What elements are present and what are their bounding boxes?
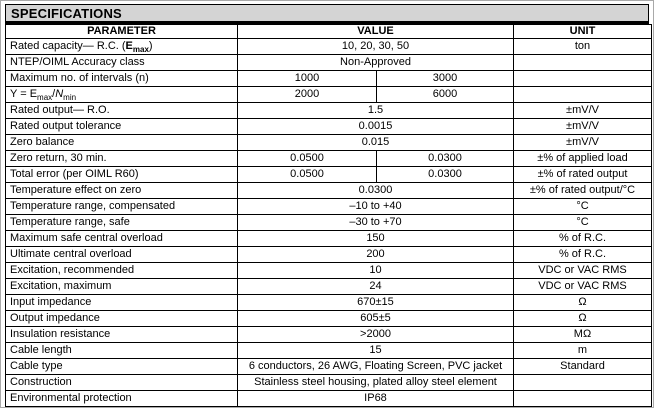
value-cell: 0.0015 xyxy=(238,119,514,135)
value-cell: 605±5 xyxy=(238,311,514,327)
table-row xyxy=(6,215,652,231)
value-cell: 0.015 xyxy=(238,135,514,151)
value-cell: 670±15 xyxy=(238,295,514,311)
table-row xyxy=(6,311,652,327)
param-cell: Rated output tolerance xyxy=(6,119,238,135)
param-label-part: ) xyxy=(148,40,153,52)
header-value: VALUE xyxy=(238,25,514,39)
unit-cell: % of R.C. xyxy=(514,231,652,247)
table-row xyxy=(6,119,652,135)
unit-cell: m xyxy=(514,343,652,359)
table-row xyxy=(6,135,652,151)
param-cell: Maximum no. of intervals (n) xyxy=(6,71,238,87)
value-cell-left: 0.0500 xyxy=(238,167,377,183)
table-row xyxy=(6,343,652,359)
param-cell: Maximum safe central overload xyxy=(6,231,238,247)
param-cell: Environmental protection xyxy=(6,391,238,407)
subscript: min xyxy=(63,93,77,103)
table-row xyxy=(6,279,652,295)
param-cell: Rated output— R.O. xyxy=(6,103,238,119)
table-row xyxy=(6,295,652,311)
table-row xyxy=(6,231,652,247)
unit-cell: Ω xyxy=(514,295,652,311)
table-row xyxy=(6,247,652,263)
param-label-part: Rated capacity— R.C. ( xyxy=(10,40,126,52)
table-row xyxy=(6,391,652,407)
value-cell: 15 xyxy=(238,343,514,359)
value-cell: –10 to +40 xyxy=(238,199,514,215)
table-row xyxy=(6,263,652,279)
unit-cell: ±% of rated output xyxy=(514,167,652,183)
unit-cell: ±mV/V xyxy=(514,103,652,119)
unit-cell xyxy=(514,87,652,103)
unit-cell: °C xyxy=(514,215,652,231)
specifications-table xyxy=(5,24,652,407)
table-row xyxy=(6,39,652,55)
header-row xyxy=(6,25,652,39)
table-row xyxy=(6,359,652,375)
param-cell: Total error (per OIML R60) xyxy=(6,167,238,183)
param-cell: Input impedance xyxy=(6,295,238,311)
unit-cell: VDC or VAC RMS xyxy=(514,263,652,279)
table-row xyxy=(6,103,652,119)
subscript: max xyxy=(37,93,53,103)
param-cell: Insulation resistance xyxy=(6,327,238,343)
table-title: SPECIFICATIONS xyxy=(5,4,649,24)
unit-cell: ±mV/V xyxy=(514,135,652,151)
unit-cell: ±% of applied load xyxy=(514,151,652,167)
unit-cell: ±% of rated output/°C xyxy=(514,183,652,199)
param-cell: NTEP/OIML Accuracy class xyxy=(6,55,238,71)
unit-cell xyxy=(514,375,652,391)
value-cell: 1.5 xyxy=(238,103,514,119)
value-cell: –30 to +70 xyxy=(238,215,514,231)
value-cell-right: 6000 xyxy=(377,87,514,103)
param-cell: Zero balance xyxy=(6,135,238,151)
value-cell: 200 xyxy=(238,247,514,263)
value-cell-left: 1000 xyxy=(238,71,377,87)
param-cell xyxy=(6,87,238,103)
table-row xyxy=(6,183,652,199)
value-cell: 150 xyxy=(238,231,514,247)
param-cell: Output impedance xyxy=(6,311,238,327)
subscript: max xyxy=(132,45,149,55)
unit-cell: ±mV/V xyxy=(514,119,652,135)
value-cell: 6 conductors, 26 AWG, Floating Screen, PVC jacket xyxy=(238,359,514,375)
param-cell: Temperature range, safe xyxy=(6,215,238,231)
param-cell: Temperature effect on zero xyxy=(6,183,238,199)
table-row xyxy=(6,151,652,167)
value-cell-right: 0.0300 xyxy=(377,167,514,183)
param-cell: Temperature range, compensated xyxy=(6,199,238,215)
param-symbol: E xyxy=(29,88,38,100)
unit-cell xyxy=(514,55,652,71)
unit-cell: Standard xyxy=(514,359,652,375)
unit-cell xyxy=(514,71,652,87)
header-parameter: PARAMETER xyxy=(6,25,238,39)
table-row xyxy=(6,55,652,71)
value-cell-right: 0.0300 xyxy=(377,151,514,167)
table-row xyxy=(6,71,652,87)
param-cell: Excitation, recommended xyxy=(6,263,238,279)
param-cell: Zero return, 30 min. xyxy=(6,151,238,167)
value-cell: Non-Approved xyxy=(238,55,514,71)
param-cell: Excitation, maximum xyxy=(6,279,238,295)
table-row xyxy=(6,167,652,183)
unit-cell: °C xyxy=(514,199,652,215)
table-row xyxy=(6,375,652,391)
param-label-part: Y = xyxy=(10,88,30,100)
value-cell-left: 2000 xyxy=(238,87,377,103)
value-cell: 10, 20, 30, 50 xyxy=(238,39,514,55)
param-symbol: N xyxy=(55,88,64,100)
value-cell-right: 3000 xyxy=(377,71,514,87)
header-unit: UNIT xyxy=(514,25,652,39)
value-cell: Stainless steel housing, plated alloy steel element xyxy=(238,375,514,391)
value-cell: 0.0300 xyxy=(238,183,514,199)
table-row xyxy=(6,327,652,343)
value-cell-left: 0.0500 xyxy=(238,151,377,167)
param-label-part: / xyxy=(52,88,56,100)
unit-cell: ton xyxy=(514,39,652,55)
param-cell xyxy=(6,39,238,55)
unit-cell: Ω xyxy=(514,311,652,327)
value-cell: IP68 xyxy=(238,391,514,407)
value-cell: 10 xyxy=(238,263,514,279)
unit-cell: % of R.C. xyxy=(514,247,652,263)
param-cell: Cable type xyxy=(6,359,238,375)
table-row xyxy=(6,87,652,103)
unit-cell xyxy=(514,391,652,407)
param-cell: Cable length xyxy=(6,343,238,359)
unit-cell: VDC or VAC RMS xyxy=(514,279,652,295)
value-cell: >2000 xyxy=(238,327,514,343)
param-cell: Construction xyxy=(6,375,238,391)
value-cell: 24 xyxy=(238,279,514,295)
unit-cell: MΩ xyxy=(514,327,652,343)
table-row xyxy=(6,199,652,215)
param-cell: Ultimate central overload xyxy=(6,247,238,263)
param-symbol: E xyxy=(125,40,133,52)
